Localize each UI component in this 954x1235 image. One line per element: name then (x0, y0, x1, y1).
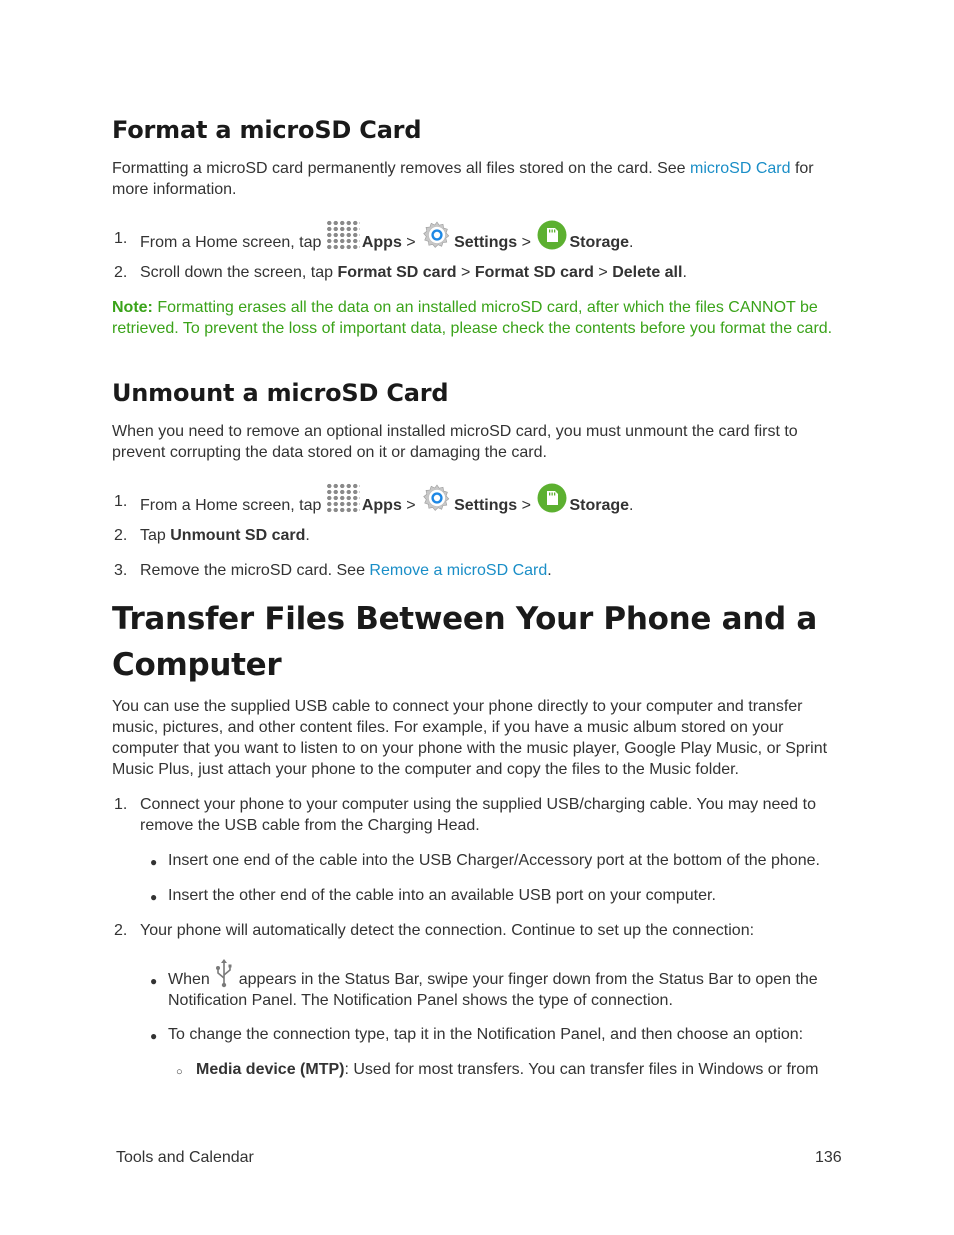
period: . (547, 562, 552, 579)
separator: > (593, 264, 613, 281)
step-number: 2. (114, 527, 128, 544)
bullet-text: Insert the other end of the cable into an available USB port on your computer. (168, 887, 716, 904)
format-sd-card-label: Format SD card (474, 264, 594, 281)
separator: > (517, 234, 536, 251)
format-intro-text: Formatting a microSD card permanently removes all files stored on the card. See (112, 160, 691, 177)
unmount-sd-card-label: Unmount SD card (170, 527, 306, 544)
transfer-intro: You can use the supplied USB cable to connect your phone directly to your computer and transfer music, pictures, and other content files. For example, if you have a music album stored on your computer that you want to listen to on your phone with the music player, Google Play Music, or Sprint Music Plus, just attach your phone to the computer and copy the files to the Music folder. (112, 698, 828, 778)
step-text (140, 220, 842, 253)
apps-label: Apps (361, 497, 402, 514)
step-number: 1. (114, 796, 128, 813)
bullet-text-before: When (168, 971, 215, 988)
media-device-mtp-label: Media device (MTP) (196, 1061, 345, 1078)
separator: > (401, 234, 421, 251)
period: . (629, 234, 634, 251)
settings-label: Settings (454, 497, 518, 514)
step-number: 2. (114, 264, 128, 281)
step-text-prefix: Tap (140, 527, 171, 544)
step-number: 1. (114, 230, 128, 247)
unmount-intro: When you need to remove an optional installed microSD card, you must unmount the card first to prevent corrupting the data stored on it or damaging the card. (112, 423, 798, 461)
settings-label: Settings (454, 234, 518, 251)
format-sd-card-label: Format SD card (337, 264, 457, 281)
separator: > (517, 497, 536, 514)
storage-icon (537, 220, 567, 250)
bullet-dot: ● (150, 1029, 158, 1043)
step-text: Connect your phone to your computer using the supplied USB/charging cable. You may need to remove the USB cable from the Charging Head. (140, 796, 816, 834)
sub-bullet-text (196, 1059, 818, 1080)
remove-microsd-card-link[interactable]: Remove a microSD Card (369, 562, 548, 579)
chapter-heading-transfer: Transfer Files Between Your Phone and a Computer (112, 601, 817, 683)
footer-section-name: Tools and Calendar (116, 1149, 254, 1166)
step-text: Your phone will automatically detect the connection. Continue to set up the connection: (140, 922, 755, 939)
storage-icon (537, 483, 567, 513)
bullet-dot: ● (150, 974, 158, 988)
step-text-prefix: From a Home screen, tap (140, 234, 326, 251)
footer-page-number: 136 (815, 1149, 842, 1166)
delete-all-label: Delete all (612, 264, 683, 281)
step-number: 2. (114, 922, 128, 939)
bullet-text: To change the connection type, tap it in the Notification Panel, and then choose an option: (168, 1026, 804, 1043)
sub-bullet-description: : Used for most transfers. You can transfer files in Windows or from (344, 1061, 819, 1078)
step-text (140, 262, 842, 283)
settings-icon (422, 220, 452, 250)
step-text-prefix: Remove the microSD card. See (140, 562, 370, 579)
note-label: Note: (112, 299, 153, 316)
bullet-text: Insert one end of the cable into the USB Charger/Accessory port at the bottom of the phone. (168, 852, 820, 869)
section-heading-format: Format a microSD Card (112, 116, 422, 144)
step-text (140, 525, 842, 546)
apps-icon (326, 220, 360, 250)
format-note (112, 297, 842, 339)
step-number: 1. (114, 493, 128, 510)
sub-bullet-circle: ○ (176, 1066, 183, 1078)
apps-icon (326, 483, 360, 513)
step-number: 3. (114, 562, 128, 579)
step-text-prefix: From a Home screen, tap (140, 497, 326, 514)
usb-icon (214, 958, 234, 988)
bullet-dot: ● (150, 855, 158, 869)
bullet-dot: ● (150, 890, 158, 904)
format-intro-text-end: for more information. (112, 160, 814, 198)
microsd-card-link[interactable]: microSD Card (690, 160, 791, 177)
bullet-text-after: appears in the Status Bar, swipe your finger down from the Status Bar to open the Notification Panel. The Notification Panel shows the type of connection. (168, 971, 818, 1009)
section-heading-unmount: Unmount a microSD Card (112, 379, 449, 407)
bullet-text (168, 958, 842, 1011)
separator: > (401, 497, 421, 514)
step-text (140, 483, 842, 516)
settings-icon (422, 483, 452, 513)
period: . (682, 264, 687, 281)
step-text-prefix: Scroll down the screen, tap (140, 264, 338, 281)
period: . (305, 527, 310, 544)
step-text (140, 560, 842, 581)
note-text: Formatting erases all the data on an installed microSD card, after which the files CANNOT be retrieved. To prevent the loss of important data, please check the contents before you format the card. (112, 299, 833, 337)
storage-label: Storage (569, 497, 630, 514)
format-intro (112, 158, 842, 200)
period: . (629, 497, 634, 514)
separator: > (456, 264, 475, 281)
apps-label: Apps (361, 234, 402, 251)
storage-label: Storage (569, 234, 630, 251)
